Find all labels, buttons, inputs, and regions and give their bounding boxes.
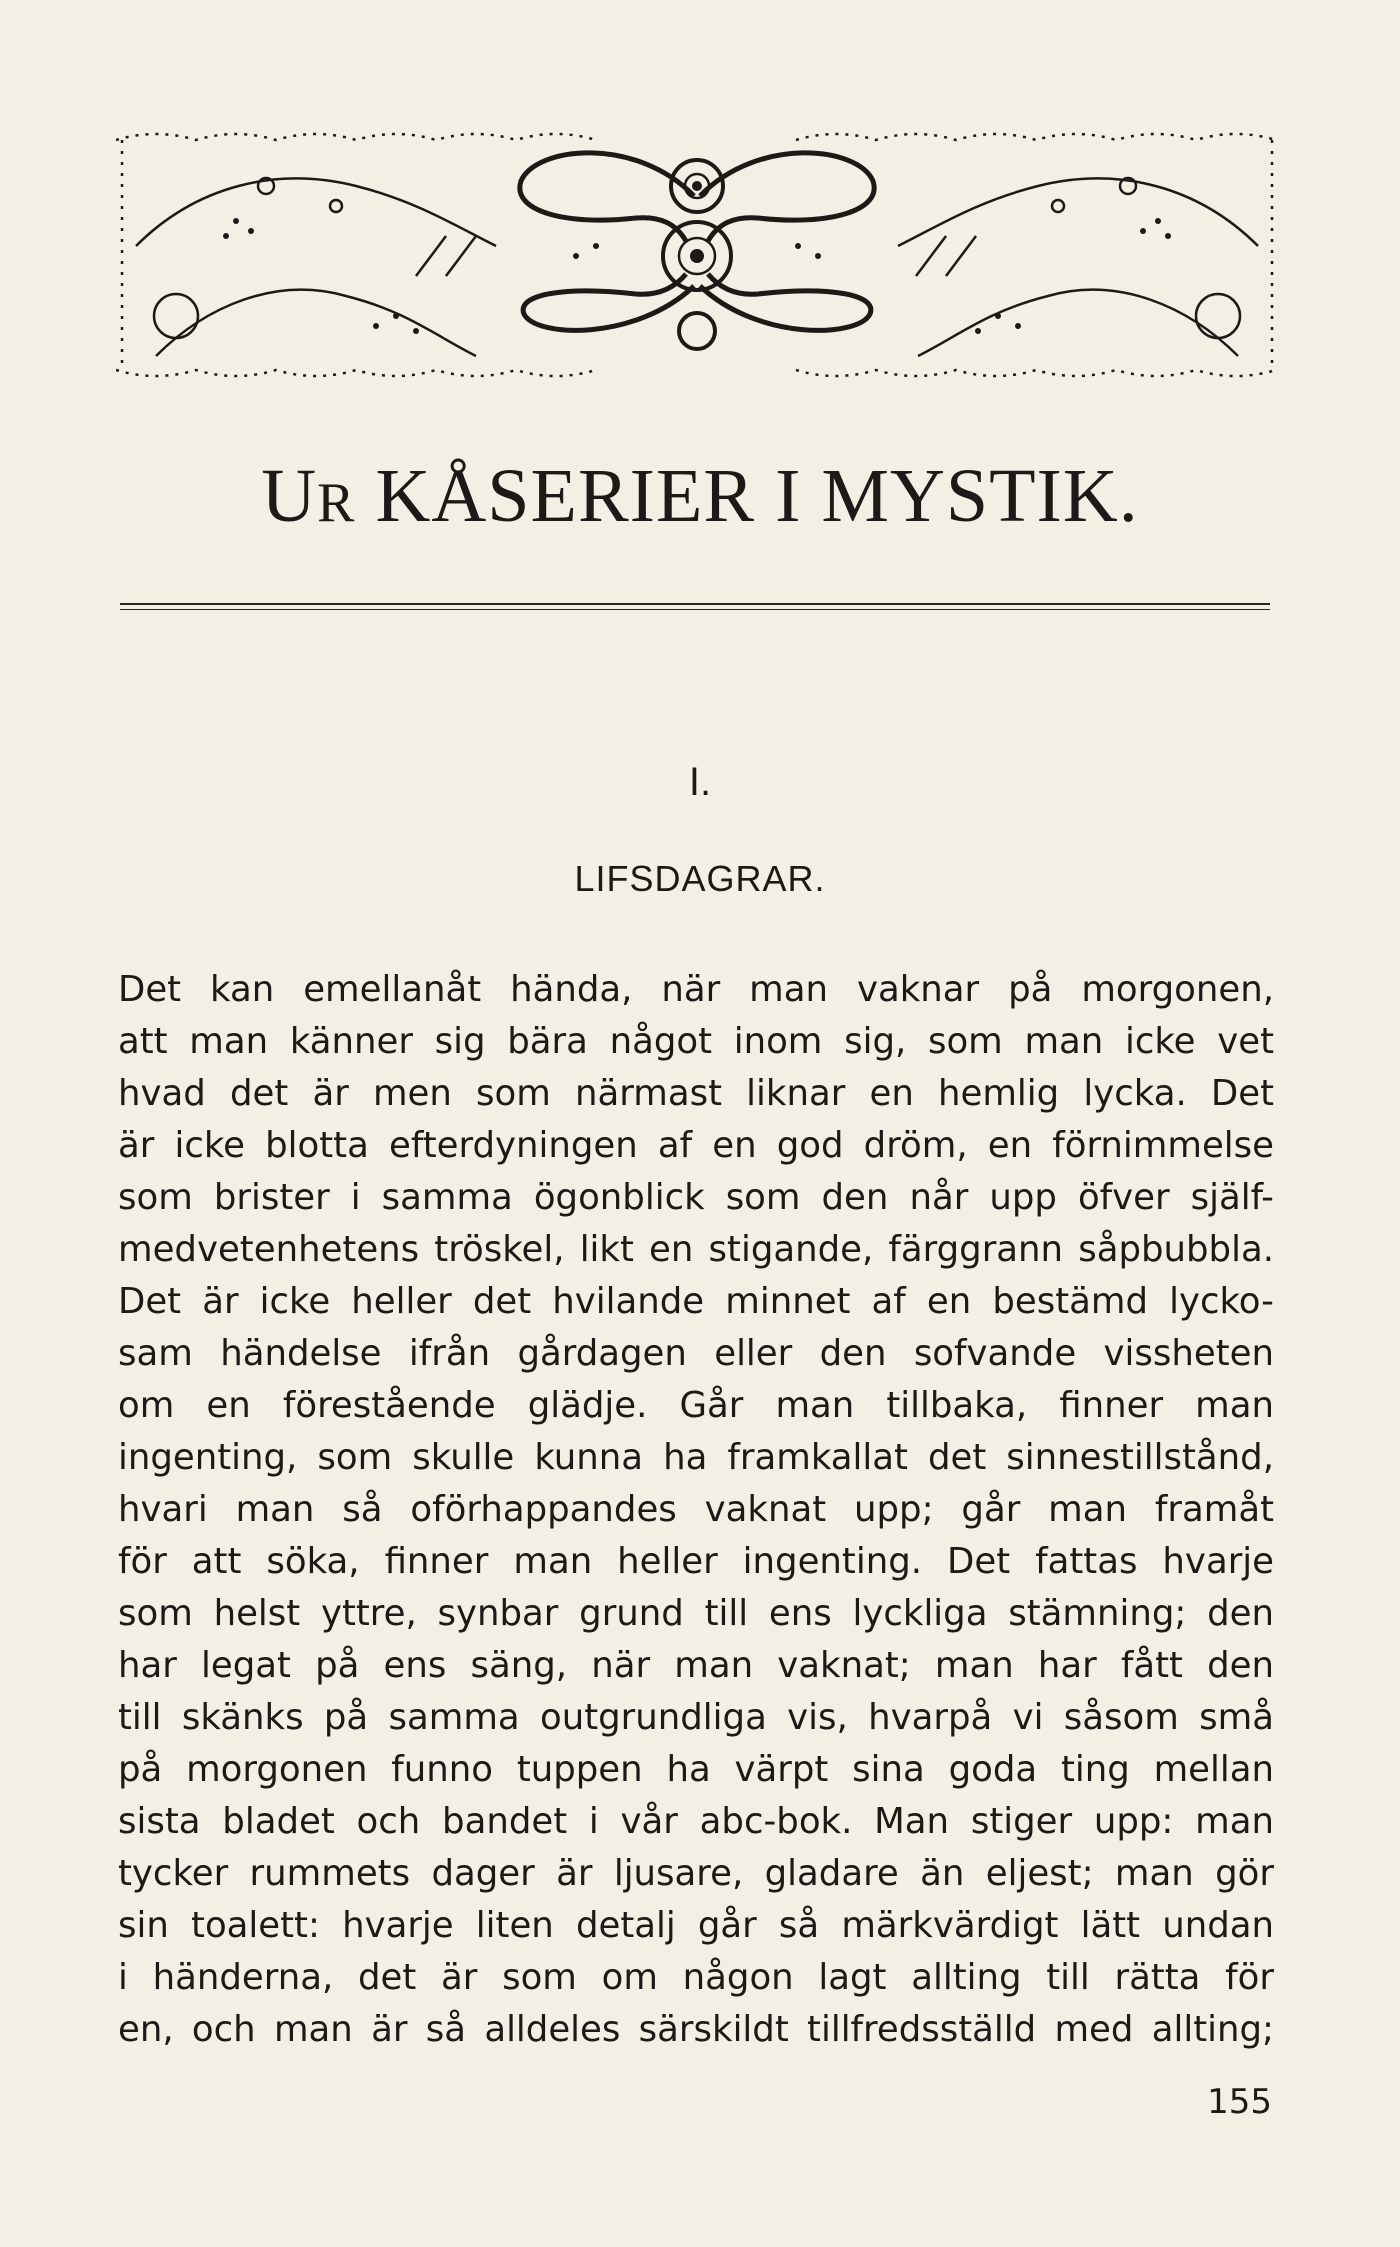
text-line: hvad det är men som närmast liknar en hemlig lycka. Det [118,1073,1274,1114]
section-title: LIFSDAGRAR. [574,858,826,899]
text-line: ingenting, som skulle kunna ha framkallat det sinnestillstånd, [118,1437,1274,1478]
text-line: medvetenhetens tröskel, likt en stigande, färggrann såpbubbla. [118,1229,1274,1270]
text-line: som helst yttre, synbar grund till ens lyckliga stämning; den [118,1593,1274,1634]
text-line: om en förestående glädje. Går man tillbaka, finner man [118,1385,1274,1426]
text-line: sista bladet och bandet i vår abc-bok. Man stiger upp: man [118,1801,1274,1842]
chapter-title-smallcap: R [317,472,356,534]
text-line: Det kan emellanåt hända, när man vaknar på morgonen, [118,969,1274,1010]
chapter-title-rest: KÅSERIER I MYSTIK. [355,454,1139,538]
section-number: I. [688,760,712,804]
decorative-header-ornament [116,126,1278,388]
title-rule-thick [120,603,1270,605]
text-line: har legat på ens säng, när man vaknat; man har fått den [118,1645,1274,1686]
text-line: på morgonen funno tuppen ha värpt sina goda ting mellan [118,1749,1274,1790]
chapter-title-initial: U [261,454,318,538]
text-line: för att söka, finner man heller ingenting. Det fattas hvarje [118,1541,1274,1582]
text-line: i händerna, det är som om någon lagt allting till rätta för [118,1957,1274,1998]
text-line: till skänks på samma outgrundliga vis, hvarpå vi såsom små [118,1697,1274,1738]
text-line: att man känner sig bära något inom sig, som man icke vet [118,1021,1274,1062]
body-paragraph [118,964,1274,2056]
text-line: som brister i samma ögonblick som den når upp öfver själf- [118,1177,1274,1218]
text-line: är icke blotta efterdyningen af en god dröm, en förnimmelse [118,1125,1274,1166]
title-rule-thin [120,609,1270,610]
page-number: 155 [1207,2082,1272,2122]
text-line: en, och man är så alldeles särskildt tillfredsställd med allting; [118,2009,1274,2050]
text-line: sin toalett: hvarje liten detalj går så märkvärdigt lätt undan [118,1905,1274,1946]
text-line: hvari man så oförhappandes vaknat upp; går man framåt [118,1489,1274,1530]
text-line: sam händelse ifrån gårdagen eller den sofvande vissheten [118,1333,1274,1374]
text-line: Det är icke heller det hvilande minnet af en bestämd lycko- [118,1281,1274,1322]
chapter-title [0,454,1400,538]
text-line: tycker rummets dager är ljusare, gladare än eljest; man gör [118,1853,1274,1894]
